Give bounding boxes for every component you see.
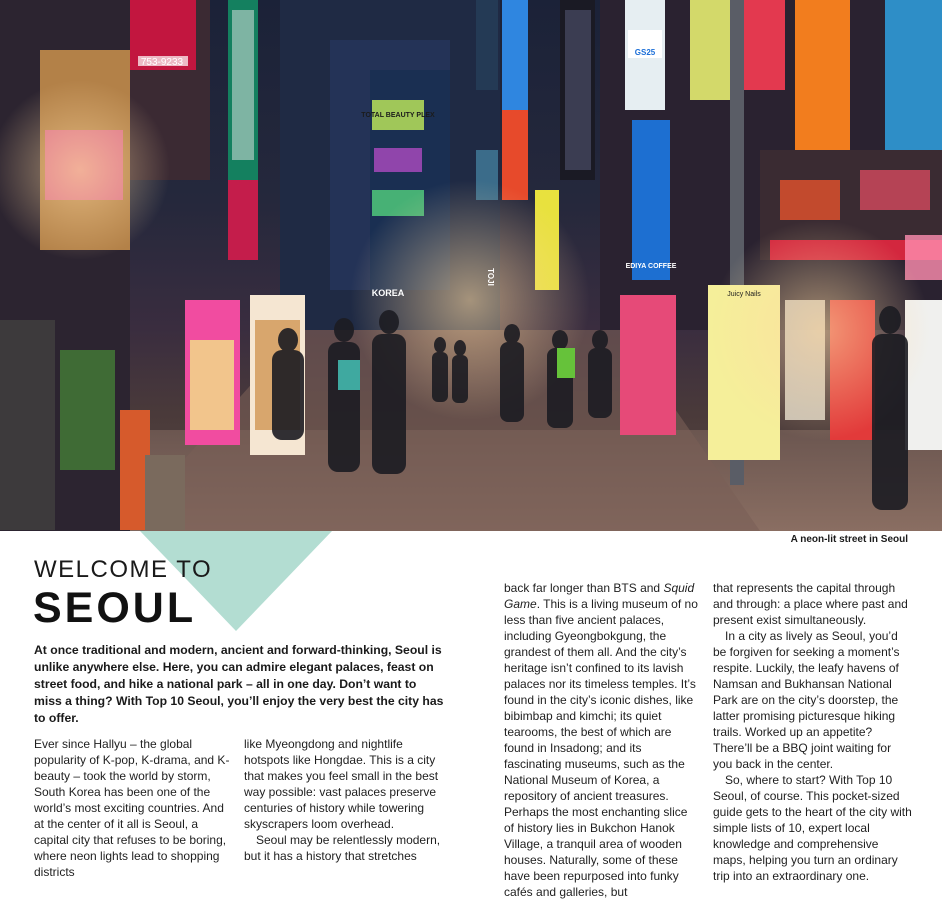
body-paragraph: Seoul may be relentlessly modern, but it has a history that stretches	[244, 833, 441, 863]
body-paragraph: that represents the capital through and through: a place where past and present exist simultaneously.	[713, 581, 908, 627]
photo-caption: A neon-lit street in Seoul	[790, 534, 908, 545]
sign-gs25: GS25	[634, 48, 656, 57]
page-title: SEOUL	[33, 584, 197, 632]
body-text: back far longer than BTS and	[504, 581, 664, 595]
sign-phone-number: 753-9233	[140, 57, 184, 68]
intro-paragraph: At once traditional and modern, ancient and forward-thinking, Seoul is unlike anywhere else. Here, you can admire elegant palaces, feast on street food, and hike a national park – all in one day. Don’t want to miss a thing? With Top 10 Seoul, you’ll enjoy the very best the city has to offer.	[34, 643, 444, 725]
body-column-4	[713, 580, 913, 884]
sign-korea: KOREA	[371, 288, 405, 298]
sign-toji: TOJI	[486, 268, 495, 286]
body-paragraph: So, where to start? With Top 10 Seoul, of course. This pocket-sized guide gets to the heart of the city with simple lists of 10, expert local knowledge and comprehensive maps, helping you turn an ordinary trip into an extraordinary one.	[713, 773, 912, 883]
body-paragraph: In a city as lively as Seoul, you’d be forgiven for seeking a moment’s respite. Luckily, the leafy havens of Namsan and Bukhansan National Park are on the city’s doorstep, the latter promising picturesque hiking trails. Worked up an appetite? There’ll be a BBQ joint waiting for you back in the center.	[713, 629, 900, 771]
body-column-1	[34, 736, 230, 880]
sign-ediya: EDIYA COFFEE	[625, 263, 677, 270]
body-paragraph	[504, 580, 699, 900]
body-column-3	[504, 580, 699, 900]
sign-beauty-plex: TOTAL BEAUTY PLEX	[361, 112, 435, 119]
body-paragraph: like Myeongdong and nightlife hotspots like Hongdae. This is a city that makes you feel small in the best way possible: vast palaces preserve centuries of history while towering skyscrapers loom overhead.	[244, 737, 439, 831]
italic-title: Squid Game	[504, 581, 695, 611]
body-column-2	[244, 736, 444, 864]
body-paragraph: Ever since Hallyu – the global popularity of K-pop, K-drama, and K-beauty – took the world by storm, South Korea has been one of the world’s most exciting countries. And at the center of it all is Seoul, a capital city that refuses to be boring, where neon lights lead to shopping districts	[34, 737, 230, 879]
sign-juicy-nails: Juicy Nails	[727, 291, 761, 298]
section-kicker: WELCOME TO	[34, 556, 213, 583]
body-text: . This is a living museum of no less than five ancient palaces, including Gyeongbokgung, the grandest of them all. And the city’s heritage isn’t confined to its lavish palaces nor its timeless temples. It’s found in the city’s iconic dishes, like bibimbap and kimchi; its quiet tearooms, the best of which are found in Insadong; and its fascinating museums, such as the National Museum of Korea, a repository of ancient treasures. Perhaps the most enchanting slice of history lies in Bukchon Hanok Village, a tranquil area of wooden houses. Naturally, some of these have been repurposed into funky cafés and galleries, but	[504, 597, 698, 899]
